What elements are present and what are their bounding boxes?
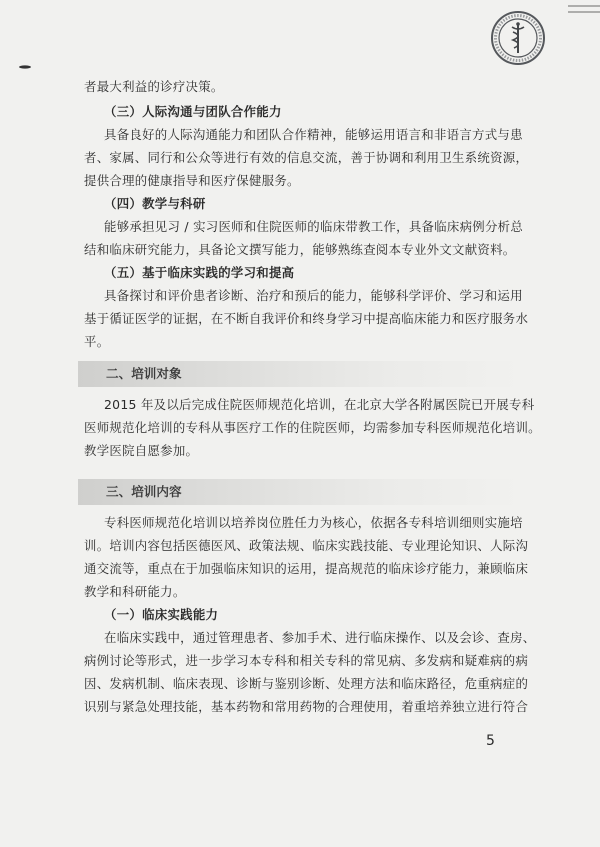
- hospital-seal-icon: [490, 10, 546, 66]
- paragraph-line: 者、家属、同行和公众等进行有效的信息交流，善于协调和利用卫生系统资源，: [84, 150, 529, 165]
- paragraph-line: 结和临床研究能力，具备论文撰写能力，能够熟练查阅本专业外文文献资料。: [84, 242, 516, 257]
- scan-smudge: [18, 64, 32, 70]
- paragraph-line: 病例讨论等形式，进一步学习本专科和相关专科的常见病、多发病和疑难病的病: [84, 653, 529, 668]
- section-heading: （四）教学与科研: [104, 196, 206, 211]
- paragraph-line: 专科医师规范化培训以培养岗位胜任力为核心，依据各专科培训细则实施培: [104, 515, 523, 530]
- paragraph-line: 训。培训内容包括医德医风、政策法规、临床实践技能、专业理论知识、人际沟: [84, 538, 529, 553]
- paragraph-line: 提供合理的健康指导和医疗保健服务。: [84, 173, 300, 188]
- paragraph-line: 通交流等，重点在于加强临床知识的运用，提高规范的临床诊疗能力，兼顾临床: [84, 561, 529, 576]
- paragraph-line: 在临床实践中，通过管理患者、参加手术、进行临床操作、以及会诊、查房、: [104, 630, 536, 645]
- section-heading: （五）基于临床实践的学习和提高: [104, 265, 295, 280]
- paragraph-line: 因、发病机制、临床表现、诊断与鉴别诊断、处理方法和临床路径，危重病症的: [84, 676, 529, 691]
- paragraph-line: 基于循证医学的证据，在不断自我评价和终身学习中提高临床能力和医疗服务水: [84, 311, 529, 326]
- paragraph-line: 教学医院自愿参加。: [84, 443, 199, 458]
- section-title: 二、培训对象: [106, 366, 182, 381]
- paragraph-line: 识别与紧急处理技能，基本药物和常用药物的合理使用，着重培养独立进行符合: [84, 699, 529, 714]
- paragraph-line: 医师规范化培训的专科从事医疗工作的住院医师，均需参加专科医师规范化培训。: [84, 420, 541, 435]
- paragraph-line: 2015 年及以后完成住院医师规范化培训，在北京大学各附属医院已开展专科: [104, 397, 535, 412]
- paragraph-line: 具备良好的人际沟通能力和团队合作精神，能够运用语言和非语言方式与患: [104, 127, 523, 142]
- paragraph-line: 平。: [84, 334, 110, 349]
- section-heading: （一）临床实践能力: [104, 607, 219, 622]
- section-title: 三、培训内容: [106, 484, 182, 499]
- paragraph-line: 者最大利益的诊疗决策。: [84, 79, 224, 94]
- section-heading: （三）人际沟通与团队合作能力: [104, 104, 282, 119]
- corner-mark: [566, 0, 600, 20]
- page-number: 5: [486, 733, 495, 749]
- paragraph-line: 具备探讨和评价患者诊断、治疗和预后的能力，能够科学评价、学习和运用: [104, 288, 523, 303]
- paragraph-line: 能够承担见习 / 实习医师和住院医师的临床带教工作，具备临床病例分析总: [104, 219, 524, 234]
- paragraph-line: 教学和科研能力。: [84, 584, 186, 599]
